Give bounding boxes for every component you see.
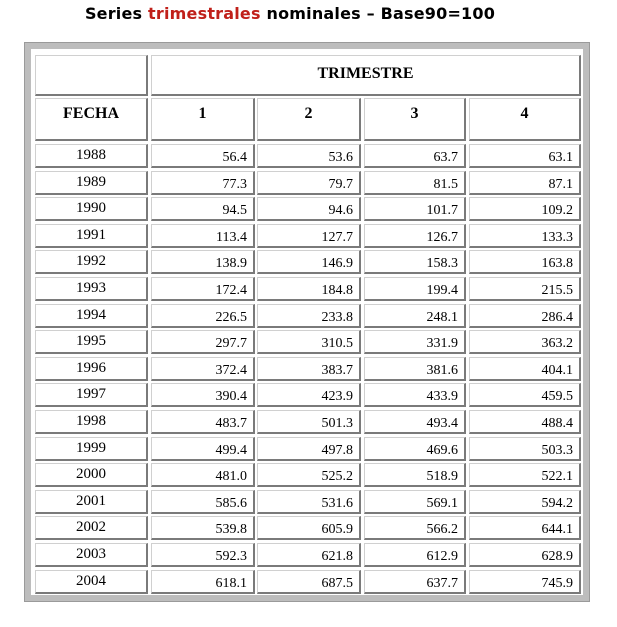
- value-cell-q1: 390.4: [151, 383, 255, 407]
- value-cell-q2: 310.5: [257, 330, 361, 354]
- value-cell-q4: 363.2: [469, 330, 581, 354]
- value-cell-q3: 248.1: [364, 304, 466, 328]
- year-cell: 2004: [35, 570, 148, 594]
- value-cell-q2: 605.9: [257, 516, 361, 540]
- value-cell-q4: 628.9: [469, 543, 581, 567]
- value-cell-q1: 618.1: [151, 570, 255, 594]
- year-cell: 1997: [35, 383, 148, 407]
- value-cell-q2: 53.6: [257, 144, 361, 168]
- value-cell-q3: 433.9: [364, 383, 466, 407]
- year-cell: 1993: [35, 277, 148, 301]
- value-cell-q3: 518.9: [364, 463, 466, 487]
- value-cell-q1: 94.5: [151, 197, 255, 221]
- value-cell-q3: 612.9: [364, 543, 466, 567]
- value-cell-q2: 383.7: [257, 357, 361, 381]
- year-cell: 2002: [35, 516, 148, 540]
- title-accent-word: trimestrales: [148, 4, 261, 23]
- value-cell-q2: 531.6: [257, 490, 361, 514]
- data-table: [31, 49, 583, 595]
- value-cell-q4: 63.1: [469, 144, 581, 168]
- value-cell-q3: 81.5: [364, 171, 466, 195]
- value-cell-q3: 493.4: [364, 410, 466, 434]
- value-cell-q3: 331.9: [364, 330, 466, 354]
- value-cell-q4: 87.1: [469, 171, 581, 195]
- value-cell-q4: 503.3: [469, 437, 581, 461]
- value-cell-q1: 592.3: [151, 543, 255, 567]
- value-cell-q1: 77.3: [151, 171, 255, 195]
- value-cell-q4: 109.2: [469, 197, 581, 221]
- value-cell-q1: 56.4: [151, 144, 255, 168]
- value-cell-q2: 687.5: [257, 570, 361, 594]
- year-cell: 1999: [35, 437, 148, 461]
- value-cell-q1: 585.6: [151, 490, 255, 514]
- year-cell: 1989: [35, 171, 148, 195]
- title-prefix: Series: [84, 4, 149, 23]
- value-cell-q2: 79.7: [257, 171, 361, 195]
- quarter-header-1: 1: [151, 98, 255, 141]
- value-cell-q1: 481.0: [151, 463, 255, 487]
- value-cell-q1: 499.4: [151, 437, 255, 461]
- value-cell-q2: 233.8: [257, 304, 361, 328]
- value-cell-q3: 469.6: [364, 437, 466, 461]
- title-suffix: nominales – Base90=100: [260, 4, 496, 23]
- value-cell-q3: 101.7: [364, 197, 466, 221]
- value-cell-q1: 113.4: [151, 224, 255, 248]
- value-cell-q3: 199.4: [364, 277, 466, 301]
- value-cell-q2: 146.9: [257, 250, 361, 274]
- value-cell-q4: 133.3: [469, 224, 581, 248]
- value-cell-q3: 381.6: [364, 357, 466, 381]
- value-cell-q2: 525.2: [257, 463, 361, 487]
- value-cell-q1: 172.4: [151, 277, 255, 301]
- value-cell-q1: 483.7: [151, 410, 255, 434]
- page-title: [0, 4, 580, 23]
- quarter-header-3: 3: [364, 98, 466, 141]
- quarter-header-2: 2: [257, 98, 361, 141]
- value-cell-q2: 127.7: [257, 224, 361, 248]
- value-cell-q4: 522.1: [469, 463, 581, 487]
- year-cell: 2001: [35, 490, 148, 514]
- value-cell-q1: 372.4: [151, 357, 255, 381]
- value-cell-q3: 158.3: [364, 250, 466, 274]
- value-cell-q3: 566.2: [364, 516, 466, 540]
- value-cell-q3: 63.7: [364, 144, 466, 168]
- value-cell-q4: 404.1: [469, 357, 581, 381]
- value-cell-q4: 594.2: [469, 490, 581, 514]
- year-cell: 1998: [35, 410, 148, 434]
- value-cell-q2: 184.8: [257, 277, 361, 301]
- value-cell-q4: 215.5: [469, 277, 581, 301]
- value-cell-q4: 286.4: [469, 304, 581, 328]
- value-cell-q4: 488.4: [469, 410, 581, 434]
- value-cell-q4: 163.8: [469, 250, 581, 274]
- value-cell-q2: 621.8: [257, 543, 361, 567]
- value-cell-q2: 423.9: [257, 383, 361, 407]
- year-cell: 1996: [35, 357, 148, 381]
- year-cell: 1990: [35, 197, 148, 221]
- value-cell-q4: 745.9: [469, 570, 581, 594]
- value-cell-q1: 138.9: [151, 250, 255, 274]
- value-cell-q1: 297.7: [151, 330, 255, 354]
- value-cell-q2: 501.3: [257, 410, 361, 434]
- value-cell-q3: 569.1: [364, 490, 466, 514]
- empty-corner-cell: [35, 55, 148, 96]
- value-cell-q1: 226.5: [151, 304, 255, 328]
- fecha-header: FECHA: [35, 98, 148, 141]
- year-cell: 2003: [35, 543, 148, 567]
- value-cell-q1: 539.8: [151, 516, 255, 540]
- quarter-header-4: 4: [469, 98, 581, 141]
- value-cell-q3: 637.7: [364, 570, 466, 594]
- value-cell-q3: 126.7: [364, 224, 466, 248]
- table-frame: [24, 42, 590, 602]
- year-cell: 1994: [35, 304, 148, 328]
- year-cell: 2000: [35, 463, 148, 487]
- year-cell: 1992: [35, 250, 148, 274]
- value-cell-q2: 497.8: [257, 437, 361, 461]
- year-cell: 1995: [35, 330, 148, 354]
- value-cell-q4: 644.1: [469, 516, 581, 540]
- trimestre-header: TRIMESTRE: [151, 55, 581, 96]
- year-cell: 1991: [35, 224, 148, 248]
- value-cell-q2: 94.6: [257, 197, 361, 221]
- value-cell-q4: 459.5: [469, 383, 581, 407]
- year-cell: 1988: [35, 144, 148, 168]
